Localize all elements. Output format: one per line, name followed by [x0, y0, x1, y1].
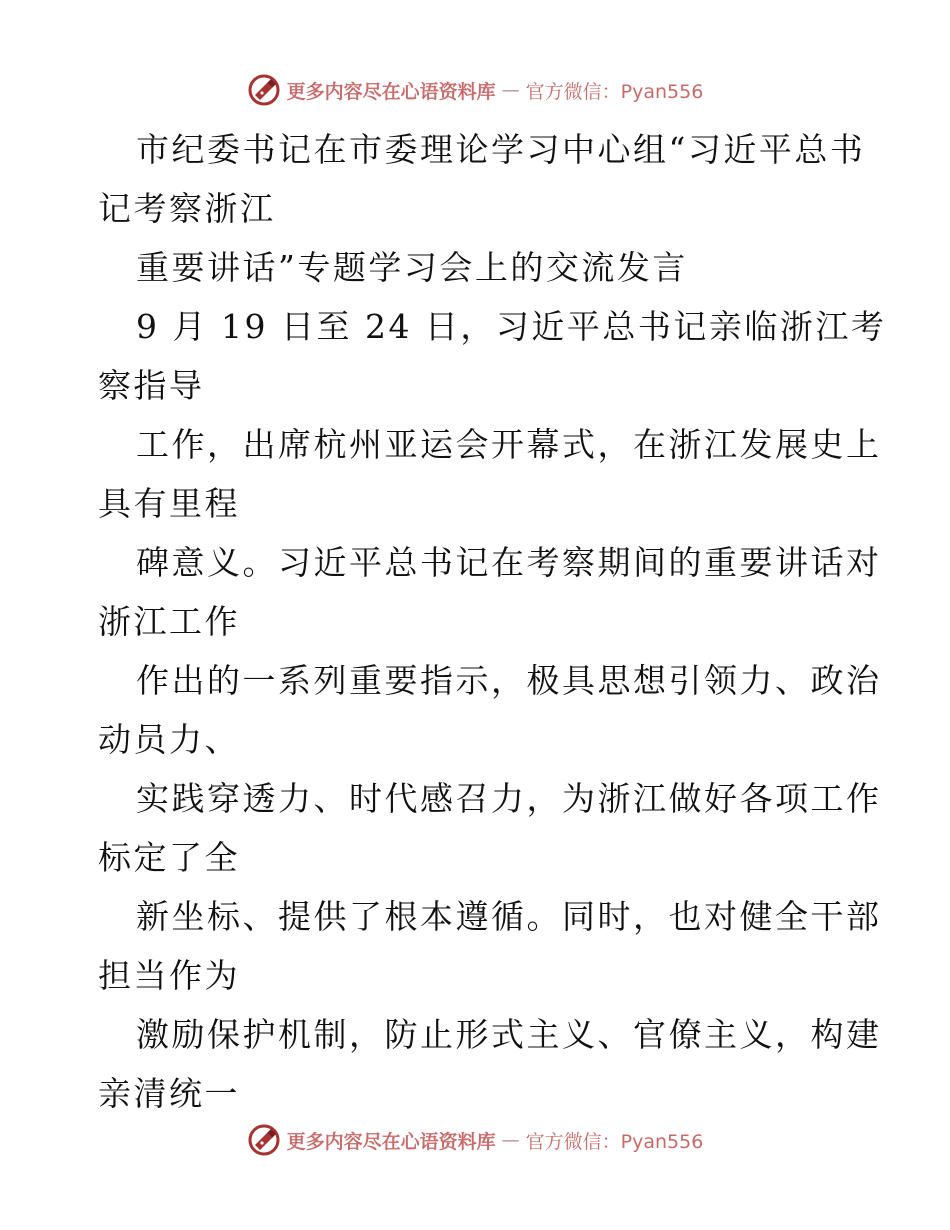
- text-line: 具有里程: [98, 484, 240, 523]
- text-line: 记考察浙江: [98, 189, 276, 228]
- text-line: 市纪委书记在市委理论学习中心组“习近平总书: [136, 130, 866, 169]
- banner-separator: —: [501, 1129, 520, 1151]
- text-line: 察指导: [98, 366, 205, 405]
- document-body: [98, 120, 887, 1123]
- text-line: 工作，出席杭州亚运会开幕式，在浙江发展史上: [136, 425, 882, 464]
- banner-contact: 官方微信：Pyan556: [525, 80, 704, 103]
- text-line: 亲清统一: [98, 1074, 240, 1113]
- text-line: 9 月 19 日至 24 日，习近平总书记亲临浙江考: [136, 307, 887, 346]
- text-line: 实践穿透力、时代感召力，为浙江做好各项工作: [136, 779, 882, 818]
- footer-banner: [0, 1120, 950, 1160]
- text-line: 新坐标、提供了根本遵循。同时，也对健全干部: [136, 897, 882, 936]
- pen-nib-logo-icon: [247, 1123, 281, 1157]
- text-line: 激励保护机制，防止形式主义、官僚主义，构建: [136, 1015, 882, 1054]
- text-line: 标定了全: [98, 838, 240, 877]
- banner-contact: 官方微信：Pyan556: [525, 1130, 704, 1153]
- text-line: 碑意义。习近平总书记在考察期间的重要讲话对: [136, 543, 882, 582]
- header-banner: [0, 70, 950, 110]
- text-line: 重要讲话”专题学习会上的交流发言: [136, 248, 688, 287]
- banner-separator: —: [501, 79, 520, 101]
- banner-title: 更多内容尽在心语资料库: [286, 1130, 496, 1153]
- text-line: 浙江工作: [98, 602, 240, 641]
- banner-title: 更多内容尽在心语资料库: [286, 80, 496, 103]
- text-line: 作出的一系列重要指示，极具思想引领力、政治: [136, 661, 882, 700]
- pen-nib-logo-icon: [247, 73, 281, 107]
- text-line: 动员力、: [98, 720, 240, 759]
- text-line: 担当作为: [98, 956, 240, 995]
